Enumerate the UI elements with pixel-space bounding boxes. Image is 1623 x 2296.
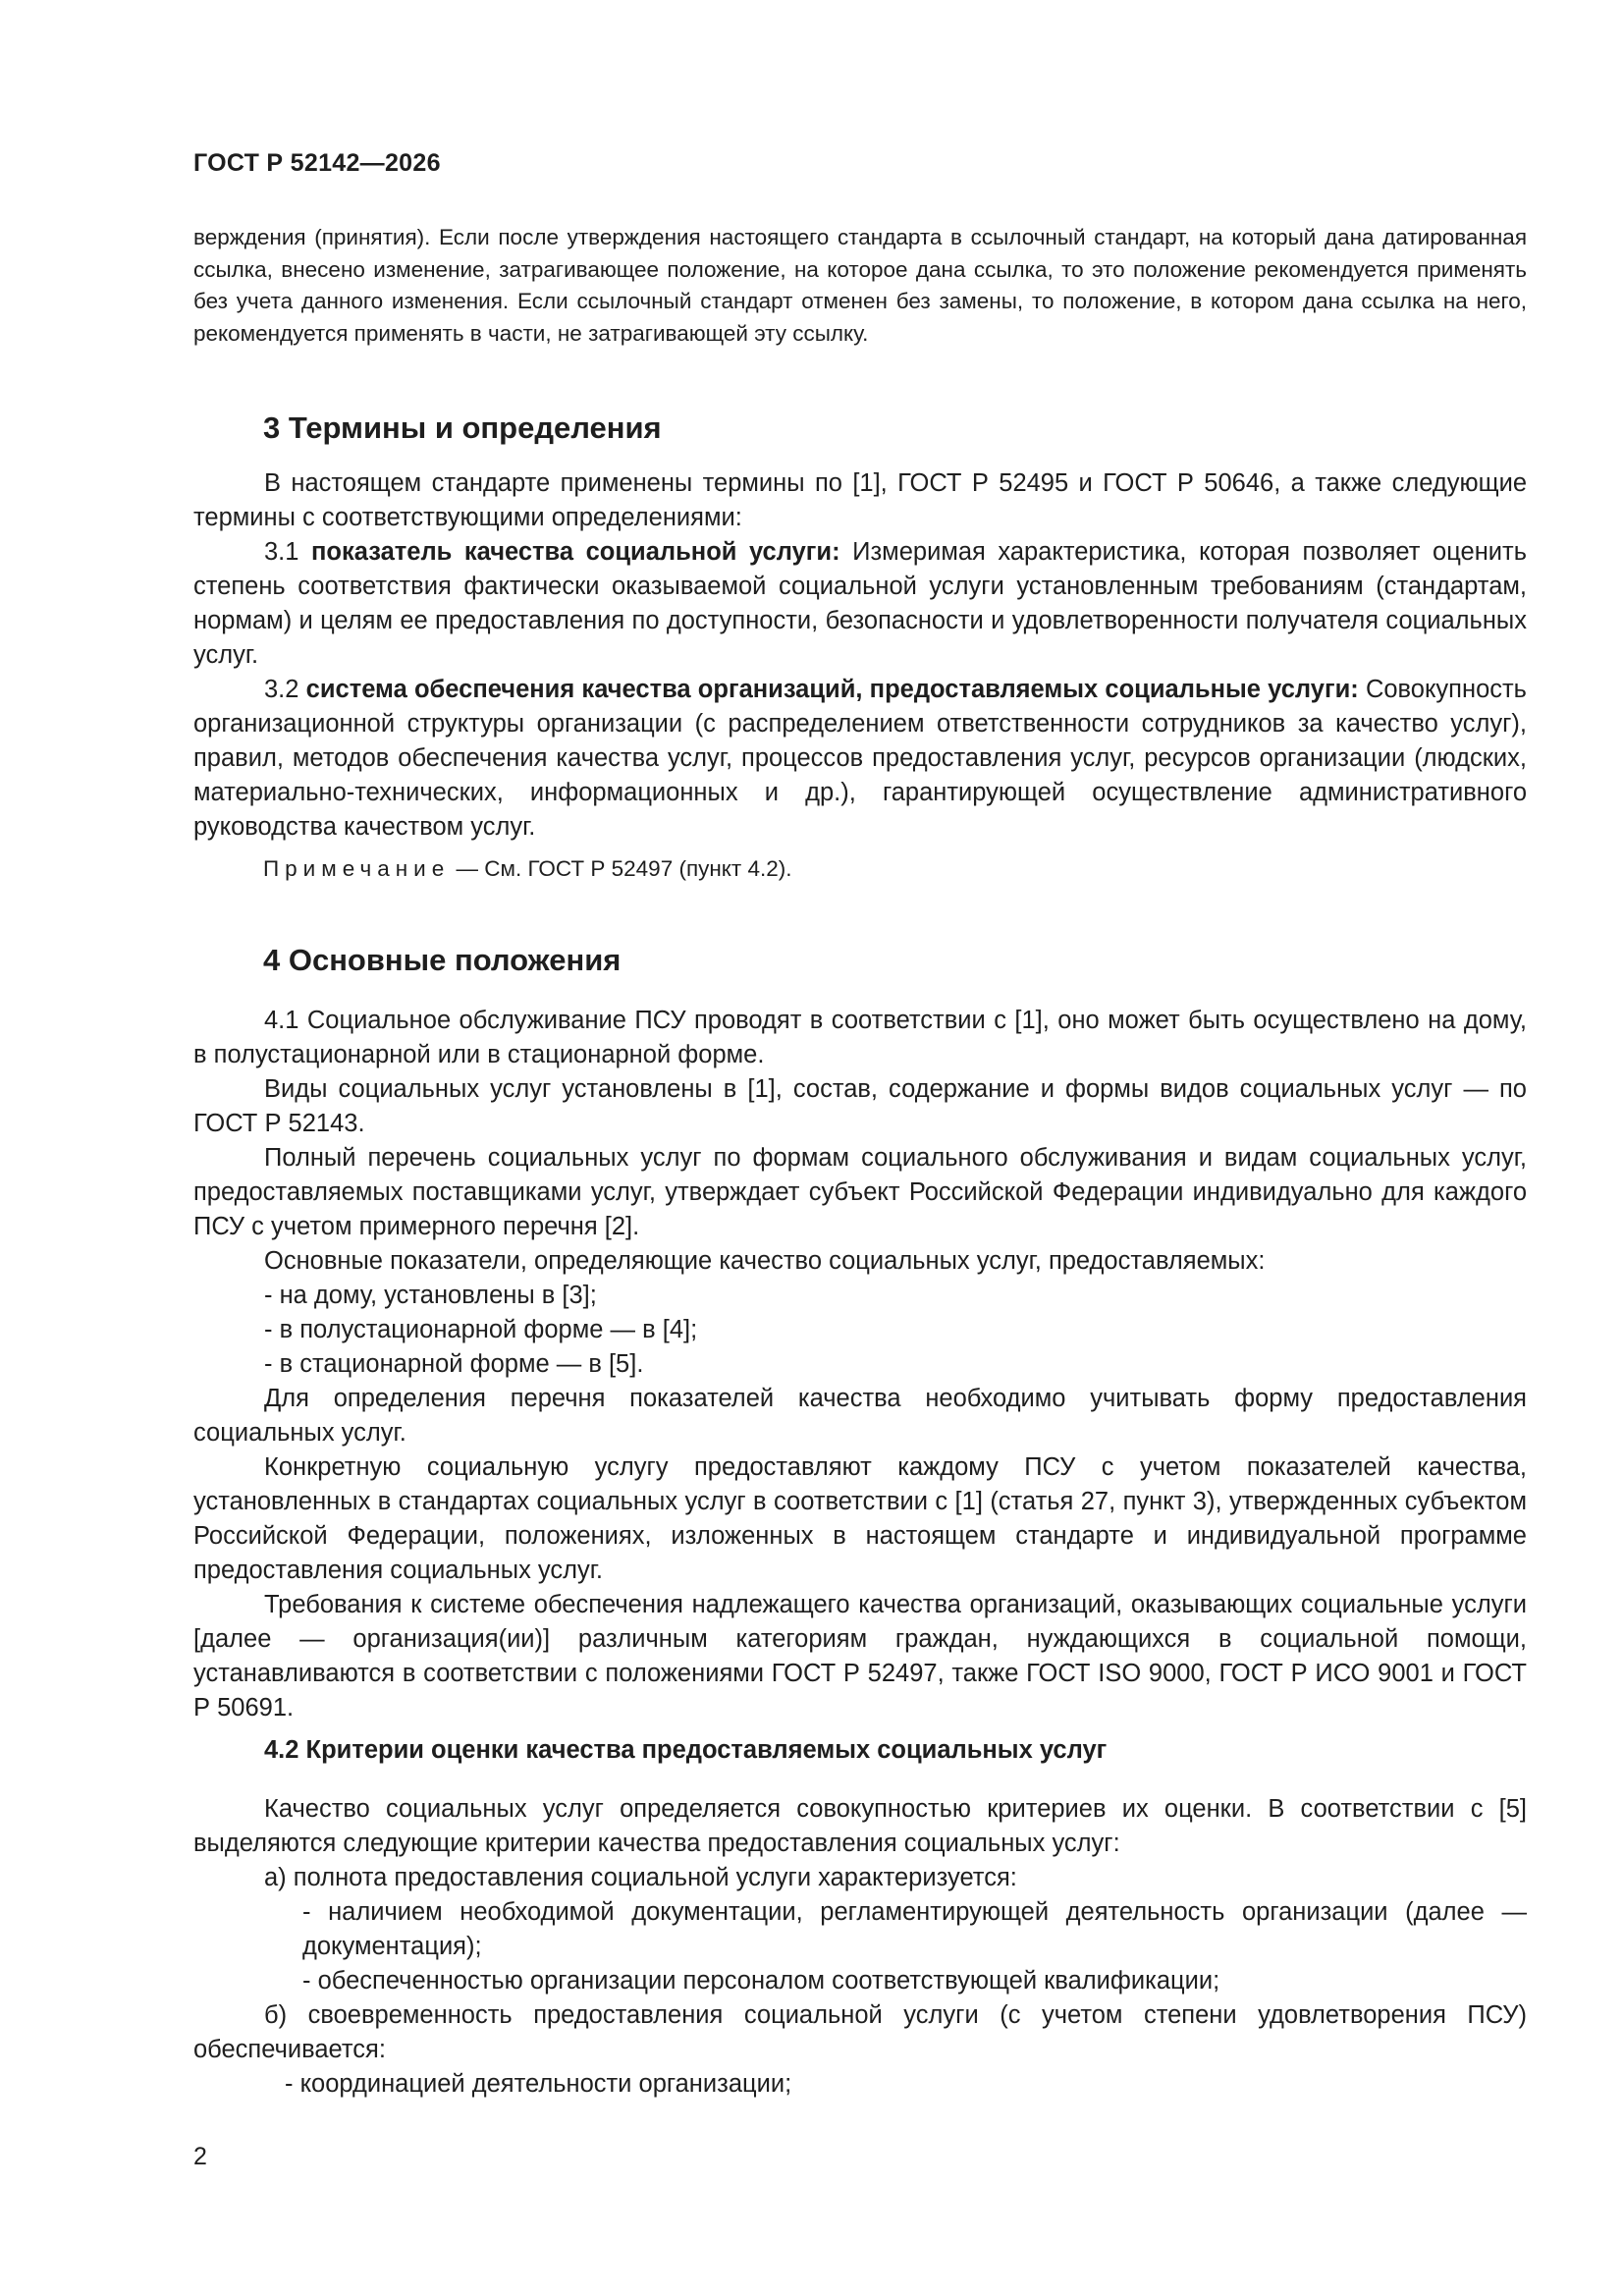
criterion-b-item-1: - координацией деятельности организации; (285, 2070, 792, 2098)
section-4-p3: Полный перечень социальных услуг по формам социального обслуживания и видам социальных услуг, предоставляемых поставщиками услуг, утверждает субъект Российской Федерации индивидуально для каждого ПСУ с учетом примерного перечня [2]. (193, 1144, 1527, 1240)
note (263, 853, 791, 885)
section-4-p7: Требования к системе обеспечения надлежащего качества организаций, оказывающих социальные услуги [далее — организация(ии)] различным категориям граждан, нуждающихся в социальной помощи, устанавливаются в соответствии с положениями ГОСТ Р 52497, также ГОСТ ISO 9000, ГОСТ Р ИСО 9001 и ГОСТ Р 50691. (193, 1591, 1527, 1722)
criterion-b: б) своевременность предоставления социальной услуги (с учетом степени удовлетворения ПСУ) обеспечивается: (193, 2001, 1527, 2063)
section-3-title: 3 Термины и определения (263, 410, 662, 445)
criterion-a: а) полнота предоставления социальной услуги характеризуется: (264, 1864, 1017, 1891)
section-4-p4: Основные показатели, определяющие качество социальных услуг, предоставляемых: (264, 1247, 1266, 1275)
term-name: показатель качества социальной услуги: (311, 538, 840, 566)
section-4-title: 4 Основные положения (263, 943, 622, 977)
list-item: - на дому, установлены в [3]; (264, 1282, 597, 1309)
subsection-4-2-title: 4.2 Критерии оценки качества предоставляемых социальных услуг (264, 1736, 1108, 1764)
term-number: 3.2 (264, 676, 299, 703)
term-number: 3.1 (264, 538, 299, 566)
note-text: — См. ГОСТ Р 52497 (пункт 4.2). (450, 856, 792, 881)
list-item: - в полустационарной форме — в [4]; (264, 1316, 698, 1343)
term-name: система обеспечения качества организаций, предоставляемых социальные услуги: (305, 676, 1359, 703)
criterion-a-item-2: - обеспеченностью организации персоналом соответствующей квалификации; (302, 1967, 1220, 1995)
term-3-2 (193, 673, 1527, 845)
section-4-p1: 4.1 Социальное обслуживание ПСУ проводят в соответствии с [1], оно может быть осуществлено на дому, в полустационарной или в стационарной форме. (193, 1007, 1527, 1068)
term-definition: Совокупность организационной структуры организации (с распределением ответственности сотрудников за качество услуг), правил, методов обеспечения качества услуг, процессов предоставления услуг, ресурсов организации (людских, материально-технических, информационных и др.), гарантирующей осуществление административного руководства качеством услуг. (193, 676, 1527, 841)
section-4-p2: Виды социальных услуг установлены в [1], состав, содержание и формы видов социальных услуг — по ГОСТ Р 52143. (193, 1075, 1527, 1137)
section-4-p6: Конкретную социальную услугу предоставляют каждому ПСУ с учетом показателей качества, установленных в стандартах социальных услуг в соответствии с [1] (статья 27, пункт 3), утвержденных субъектом Российской Федерации, положениях, изложенных в настоящем стандарте и индивидуальной программе предоставления социальных услуг. (193, 1453, 1527, 1584)
criterion-a-item-1: - наличием необходимой документации, регламентирующей деятельность организации (далее — документация); (302, 1898, 1527, 1960)
document-code: ГОСТ Р 52142—2026 (193, 149, 441, 177)
list-item: - в стационарной форме — в [5]. (264, 1350, 644, 1378)
term-3-1 (193, 535, 1527, 673)
note-label: Примечание (263, 856, 451, 881)
page-number: 2 (193, 2143, 207, 2170)
section-4-p5: Для определения перечня показателей качества необходимо учитывать форму предоставления социальных услуг. (193, 1385, 1527, 1447)
section-3-intro: В настоящем стандарте применены термины по [1], ГОСТ Р 52495 и ГОСТ Р 50646, а также следующие термины с соответствующими определениями: (193, 469, 1527, 531)
subsection-4-2-p1: Качество социальных услуг определяется совокупностью критериев их оценки. В соответствии с [5] выделяются следующие критерии качества предоставления социальных услуг: (193, 1795, 1527, 1857)
term-definition: Измеримая характеристика, которая позволяет оценить степень соответствия фактически оказываемой социальной услуги установленным требованиям (стандартам, нормам) и целям ее предоставления по доступности, безопасности и удовлетворенности получателя социальных услуг. (193, 538, 1527, 669)
intro-paragraph: верждения (принятия). Если после утверждения настоящего стандарта в ссылочный стандарт, на который дана датированная ссылка, внесено изменение, затрагивающее положение, на которое дана ссылка, то это положение рекомендуется применять без учета данного изменения. Если ссылочный стандарт отменен без замены, то положение, в котором дана ссылка на него, рекомендуется применять в части, не затрагивающей эту ссылку. (193, 225, 1527, 346)
